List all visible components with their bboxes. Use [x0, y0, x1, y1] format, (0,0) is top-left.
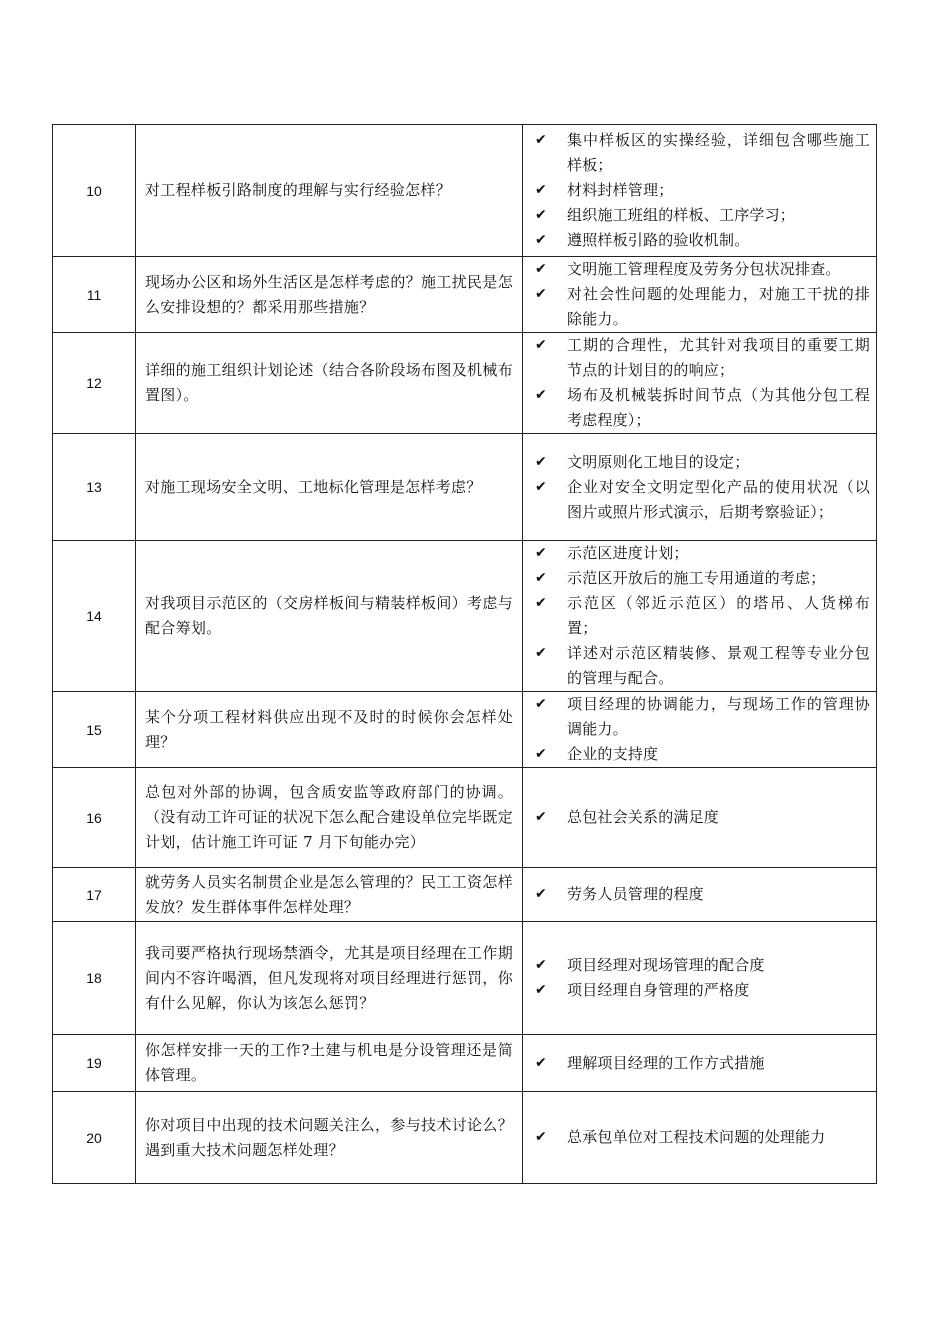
- evaluation-points-cell: [523, 434, 877, 541]
- list-item: [531, 128, 870, 178]
- evaluation-point-text: 材料封样管理；: [567, 181, 674, 199]
- evaluation-point-text: 示范区开放后的施工专用通道的考虑；: [567, 569, 826, 587]
- evaluation-point-text: 理解项目经理的工作方式措施: [567, 1053, 765, 1072]
- table-row: [53, 434, 877, 541]
- check-mark-icon: ✔: [535, 478, 547, 495]
- question-cell: 对工程样板引路制度的理解与实行经验怎样？: [136, 125, 523, 257]
- row-number: 11: [53, 257, 136, 333]
- evaluation-point-text: 文明施工管理程度及劳务分包状况排查。: [567, 260, 841, 278]
- list-item: [531, 178, 870, 203]
- row-number: 18: [53, 922, 136, 1035]
- evaluation-points-cell: [523, 257, 877, 333]
- check-mark-icon: ✔: [535, 545, 547, 561]
- question-cell: 总包对外部的协调，包含质安监等政府部门的协调。（没有动工许可证的状况下怎么配合建设单位完毕既定计划，估计施工许可证 7 月下旬能办完）: [136, 768, 523, 868]
- question-cell: 现场办公区和场外生活区是怎样考虑的？施工扰民是怎么安排设想的？都采用那些措施？: [136, 257, 523, 333]
- evaluation-points-cell: [523, 541, 877, 692]
- list-item: [531, 641, 870, 691]
- list-item: [531, 541, 870, 566]
- check-mark-icon: ✔: [535, 809, 547, 825]
- table-row: [53, 541, 877, 692]
- row-number: 15: [53, 692, 136, 768]
- check-mark-icon: ✔: [535, 132, 547, 148]
- evaluation-points-cell: [523, 922, 877, 1035]
- evaluation-point-text: 集中样板区的实操经验，详细包含哪些施工样板；: [567, 131, 870, 174]
- table-row: [53, 333, 877, 434]
- question-cell: 你对项目中出现的技术问题关注么，参与技术讨论么？遇到重大技术问题怎样处理？: [136, 1092, 523, 1184]
- check-mark-icon: ✔: [535, 696, 547, 712]
- evaluation-points-list: [531, 692, 870, 767]
- question-cell: 你怎样安排一天的工作?土建与机电是分设管理还是简体管理。: [136, 1035, 523, 1092]
- check-mark-icon: ✔: [535, 387, 547, 403]
- question-cell: 某个分项工程材料供应出现不及时的时候你会怎样处理？: [136, 692, 523, 768]
- question-cell: 详细的施工组织计划论述（结合各阶段场布图及机械布置图）。: [136, 333, 523, 434]
- check-mark-icon: ✔: [535, 337, 547, 353]
- evaluation-point-text: 总包社会关系的满足度: [567, 808, 720, 826]
- table-row: [53, 125, 877, 257]
- question-cell: 我司要严格执行现场禁酒令，尤其是项目经理在工作期间内不容许喝酒，但凡发现将对项目经理进行惩罚，你有什么见解，你认为该怎么惩罚？: [136, 922, 523, 1035]
- list-item: [531, 1051, 870, 1076]
- list-item: [531, 475, 870, 525]
- evaluation-point-text: 企业对安全文明定型化产品的使用状况（以图片或照片形式演示，后期考察验证）；: [567, 477, 870, 521]
- evaluation-point-text: 场布及机械装拆时间节点（为其他分包工程考虑程度）；: [567, 386, 870, 429]
- check-mark-icon: ✔: [535, 232, 547, 248]
- row-number: 20: [53, 1092, 136, 1184]
- evaluation-points-cell: [523, 1092, 877, 1184]
- row-number: 16: [53, 768, 136, 868]
- check-mark-icon: ✔: [535, 886, 547, 902]
- check-mark-icon: ✔: [535, 746, 547, 762]
- row-number: 13: [53, 434, 136, 541]
- check-mark-icon: ✔: [535, 207, 547, 223]
- evaluation-points-list: [531, 333, 870, 433]
- evaluation-points-cell: [523, 1035, 877, 1092]
- list-item: [531, 591, 870, 641]
- list-item: [531, 953, 870, 978]
- check-mark-icon: ✔: [535, 286, 547, 302]
- row-number: 19: [53, 1035, 136, 1092]
- check-mark-icon: ✔: [535, 982, 547, 998]
- evaluation-points-cell: [523, 333, 877, 434]
- evaluation-point-text: 劳务人员管理的程度: [567, 885, 704, 903]
- evaluation-point-text: 对社会性问题的处理能力，对施工干扰的排除能力。: [567, 285, 870, 328]
- evaluation-points-list: [531, 450, 870, 525]
- list-item: [531, 333, 870, 383]
- list-item: [531, 257, 870, 282]
- list-item: [531, 1125, 870, 1150]
- evaluation-points-cell: [523, 692, 877, 768]
- check-mark-icon: ✔: [535, 1054, 547, 1071]
- check-mark-icon: ✔: [535, 957, 547, 973]
- check-mark-icon: ✔: [535, 182, 547, 198]
- list-item: [531, 282, 870, 332]
- check-mark-icon: ✔: [535, 1129, 547, 1145]
- evaluation-points-list: [531, 1125, 870, 1150]
- evaluation-point-text: 项目经理对现场管理的配合度: [567, 956, 765, 974]
- table-row: [53, 692, 877, 768]
- evaluation-points-cell: [523, 125, 877, 257]
- evaluation-points-list: [531, 805, 870, 830]
- table-row: [53, 922, 877, 1035]
- check-mark-icon: ✔: [535, 453, 547, 470]
- table-row: [53, 868, 877, 922]
- evaluation-point-text: 项目经理的协调能力，与现场工作的管理协调能力。: [567, 695, 870, 738]
- evaluation-point-text: 示范区（邻近示范区）的塔吊、人货梯布置；: [567, 594, 870, 637]
- list-item: [531, 203, 870, 228]
- evaluation-point-text: 项目经理自身管理的严格度: [567, 981, 750, 999]
- list-item: [531, 450, 870, 475]
- check-mark-icon: ✔: [535, 645, 547, 661]
- list-item: [531, 805, 870, 830]
- table-row: [53, 1035, 877, 1092]
- question-cell: 对我项目示范区的（交房样板间与精装样板间）考虑与配合筹划。: [136, 541, 523, 692]
- evaluation-point-text: 文明原则化工地目的设定；: [567, 452, 750, 471]
- check-mark-icon: ✔: [535, 595, 547, 611]
- question-cell: 就劳务人员实名制贯企业是怎么管理的？民工工资怎样发放？发生群体事件怎样处理？: [136, 868, 523, 922]
- evaluation-point-text: 总承包单位对工程技术问题的处理能力: [567, 1128, 826, 1146]
- evaluation-point-text: 工期的合理性，尤其针对我项目的重要工期节点的计划目的的响应；: [567, 336, 870, 379]
- interview-questions-table: [52, 124, 877, 1184]
- check-mark-icon: ✔: [535, 261, 547, 277]
- evaluation-points-list: [531, 953, 870, 1003]
- evaluation-points-cell: [523, 868, 877, 922]
- evaluation-points-list: [531, 882, 870, 907]
- table-row: [53, 257, 877, 333]
- evaluation-point-text: 示范区进度计划；: [567, 544, 689, 562]
- evaluation-points-list: [531, 257, 870, 332]
- evaluation-points-list: [531, 128, 870, 253]
- evaluation-point-text: 遵照样板引路的验收机制。: [567, 231, 750, 249]
- check-mark-icon: ✔: [535, 570, 547, 586]
- list-item: [531, 742, 870, 767]
- evaluation-point-text: 企业的支持度: [567, 745, 659, 763]
- row-number: 10: [53, 125, 136, 257]
- evaluation-points-cell: [523, 768, 877, 868]
- table-row: [53, 768, 877, 868]
- question-cell: 对施工现场安全文明、工地标化管理是怎样考虑？: [136, 434, 523, 541]
- list-item: [531, 383, 870, 433]
- evaluation-points-list: [531, 1051, 870, 1076]
- list-item: [531, 978, 870, 1003]
- list-item: [531, 228, 870, 253]
- row-number: 14: [53, 541, 136, 692]
- evaluation-point-text: 组织施工班组的样板、工序学习；: [567, 206, 796, 224]
- evaluation-point-text: 详述对示范区精装修、景观工程等专业分包的管理与配合。: [567, 644, 870, 687]
- evaluation-points-list: [531, 541, 870, 691]
- row-number: 17: [53, 868, 136, 922]
- table-row: [53, 1092, 877, 1184]
- list-item: [531, 882, 870, 907]
- row-number: 12: [53, 333, 136, 434]
- list-item: [531, 692, 870, 742]
- list-item: [531, 566, 870, 591]
